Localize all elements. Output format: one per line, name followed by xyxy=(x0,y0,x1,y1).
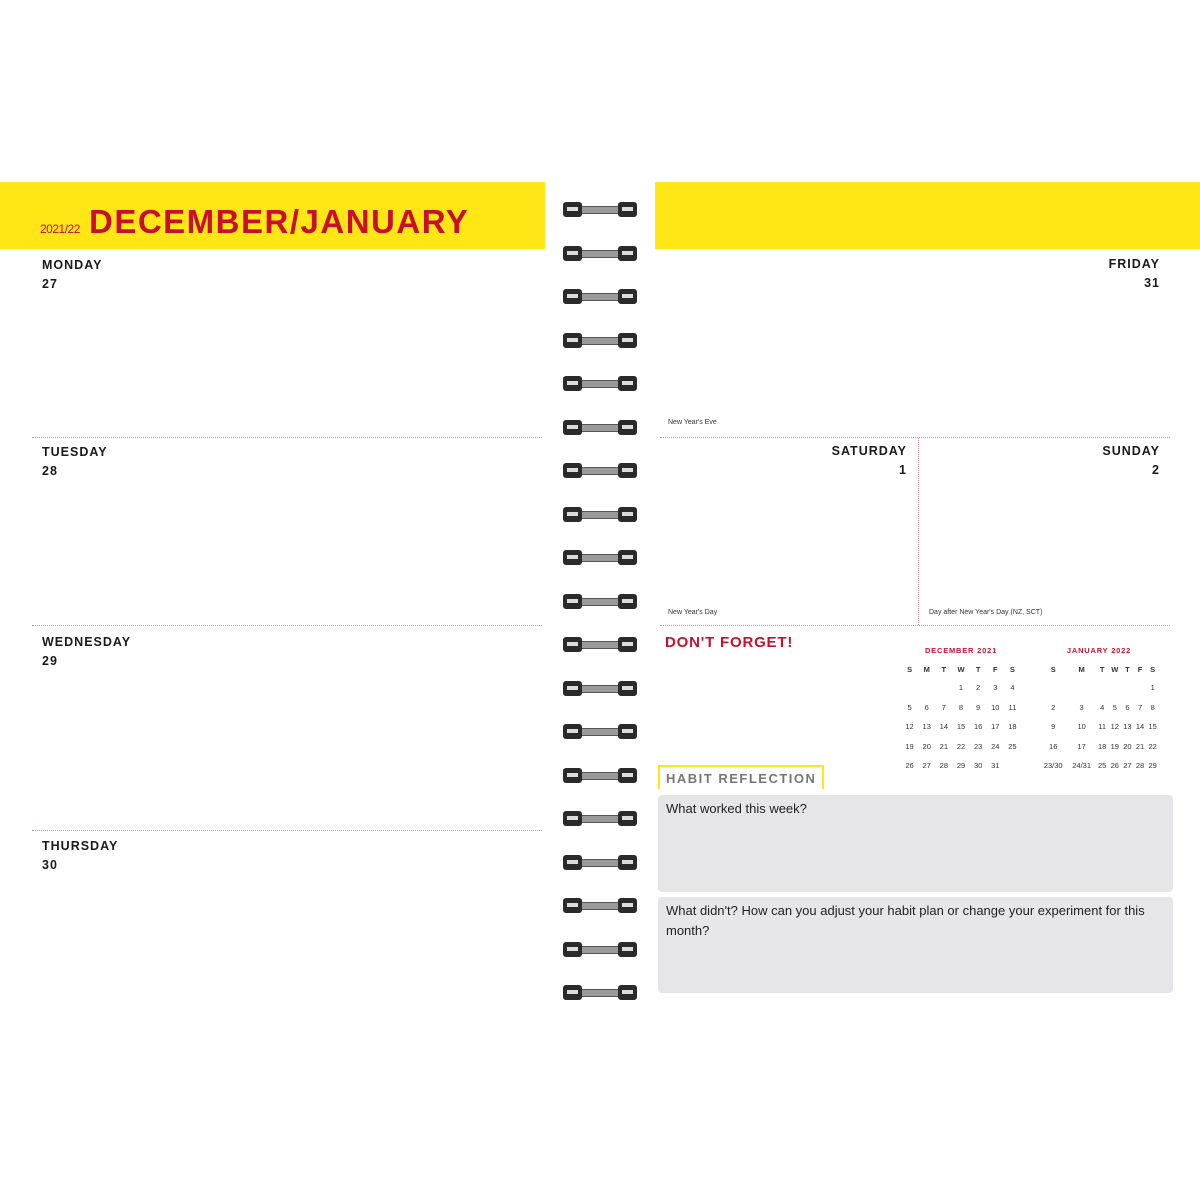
holiday-label: Day after New Year's Day (NZ, SCT) xyxy=(929,609,1043,616)
day-name: SATURDAY xyxy=(831,444,907,458)
calendar-date: 25 xyxy=(1008,741,1017,751)
calendar-date: 7 xyxy=(941,702,946,712)
calendar-date: 2 xyxy=(976,683,981,693)
calendar-date: 11 xyxy=(1098,722,1107,732)
calendar-date: 16 xyxy=(1049,741,1058,751)
spiral-ring xyxy=(563,679,637,698)
calendar-date: 10 xyxy=(991,702,1000,712)
calendar-date: 12 xyxy=(905,722,914,732)
calendar-date: 9 xyxy=(1051,722,1056,732)
spiral-ring xyxy=(563,635,637,654)
day-number: 27 xyxy=(42,277,58,291)
day-divider xyxy=(660,625,1170,626)
calendar-date: 13 xyxy=(1123,722,1132,732)
spiral-ring xyxy=(563,722,637,741)
spiral-ring xyxy=(563,940,637,959)
day-number: 30 xyxy=(42,858,58,872)
day-name: TUESDAY xyxy=(42,445,108,459)
calendar-date: 23/30 xyxy=(1043,761,1063,771)
habit-question-box-1[interactable] xyxy=(658,795,1173,892)
day-number: 29 xyxy=(42,654,58,668)
day-name: SUNDAY xyxy=(1102,444,1160,458)
calendar-date: 3 xyxy=(993,683,998,693)
day-number: 2 xyxy=(1152,463,1160,477)
calendar-date xyxy=(1004,756,1021,776)
calendar-date: 8 xyxy=(958,702,964,712)
calendar-date: 18 xyxy=(1097,741,1107,751)
calendar-date: 23 xyxy=(973,741,983,751)
dont-forget-heading: DON'T FORGET! xyxy=(665,634,794,651)
calendar-date: 9 xyxy=(976,702,981,712)
calendar-date: 8 xyxy=(1150,702,1155,712)
day-divider xyxy=(32,830,542,831)
calendar-date: 18 xyxy=(1008,722,1017,732)
calendar-date: 5 xyxy=(907,702,912,712)
spiral-ring xyxy=(563,766,637,785)
calendar-weekday: S xyxy=(907,664,913,674)
calendar-date: 31 xyxy=(991,761,1000,771)
spiral-ring xyxy=(563,592,637,611)
spiral-ring xyxy=(563,418,637,437)
calendar-date: 24 xyxy=(991,741,1000,751)
calendar-date xyxy=(1039,678,1067,698)
calendar-date: 30 xyxy=(973,761,983,771)
calendar-weekday: M xyxy=(923,664,930,674)
calendar-date: 19 xyxy=(1110,741,1119,751)
day-wednesday[interactable] xyxy=(42,633,131,671)
page-title: DECEMBER/JANUARY xyxy=(89,203,470,240)
mini-calendar-december xyxy=(901,646,1021,776)
spiral-ring xyxy=(563,374,637,393)
calendar-date: 24/31 xyxy=(1072,761,1092,771)
spiral-ring xyxy=(563,461,637,480)
calendar-date: 13 xyxy=(922,722,931,732)
day-monday[interactable] xyxy=(42,256,102,294)
spiral-ring xyxy=(563,809,637,828)
weekend-divider xyxy=(918,438,919,625)
spiral-ring xyxy=(563,244,637,263)
habit-question: What worked this week? xyxy=(666,801,807,816)
calendar-date: 4 xyxy=(1010,683,1015,693)
calendar-date: 20 xyxy=(1123,741,1132,751)
calendar-date: 14 xyxy=(1135,722,1145,732)
day-tuesday[interactable] xyxy=(42,443,108,481)
day-divider xyxy=(32,625,542,626)
calendar-date: 28 xyxy=(1135,761,1145,771)
calendar-date xyxy=(1096,678,1109,698)
day-number: 1 xyxy=(899,463,907,477)
day-name: WEDNESDAY xyxy=(42,635,132,649)
calendar-date: 11 xyxy=(1008,702,1017,712)
calendar-weekday: W xyxy=(1111,664,1119,674)
calendar-date: 20 xyxy=(922,741,931,751)
calendar-date: 26 xyxy=(1110,761,1119,771)
calendar-date xyxy=(1067,678,1095,698)
habit-reflection-tab: HABIT REFLECTION xyxy=(658,765,824,789)
year-label: 2021/22 xyxy=(40,222,80,236)
calendar-date xyxy=(918,678,935,698)
calendar-date: 17 xyxy=(1077,741,1086,751)
spiral-ring xyxy=(563,287,637,306)
calendar-weekday: F xyxy=(1137,664,1143,674)
day-divider xyxy=(32,437,542,438)
calendar-weekday: M xyxy=(1078,664,1085,674)
calendar-weekday: S xyxy=(1009,664,1015,674)
day-number: 31 xyxy=(1144,276,1160,290)
spiral-ring xyxy=(563,853,637,872)
calendar-date xyxy=(935,678,952,698)
calendar-month-title: JANUARY 2022 xyxy=(1066,646,1132,655)
spiral-ring xyxy=(563,331,637,350)
day-number: 28 xyxy=(42,464,58,478)
calendar-date xyxy=(901,678,918,698)
day-name: MONDAY xyxy=(42,258,103,272)
calendar-date: 10 xyxy=(1077,722,1086,732)
calendar-date: 6 xyxy=(924,702,929,712)
mini-calendar-january xyxy=(1039,646,1159,776)
calendar-date: 6 xyxy=(1125,702,1130,712)
calendar-date xyxy=(1108,678,1121,698)
calendar-date: 25 xyxy=(1097,761,1107,771)
habit-question: What didn't? How can you adjust your habit plan or change your experiment for this month? xyxy=(666,903,1145,938)
calendar-date: 14 xyxy=(939,722,949,732)
calendar-date: 2 xyxy=(1051,702,1056,712)
header-band-right xyxy=(655,182,1200,249)
calendar-date: 29 xyxy=(1148,761,1157,771)
calendar-date: 5 xyxy=(1112,702,1117,712)
calendar-weekday: T xyxy=(941,664,947,674)
habit-question-box-2[interactable] xyxy=(658,897,1173,993)
calendar-weekday: T xyxy=(975,664,981,674)
spiral-ring xyxy=(563,983,637,1002)
calendar-date: 19 xyxy=(905,741,914,751)
calendar-date: 21 xyxy=(1135,741,1145,751)
calendar-date: 28 xyxy=(939,761,949,771)
calendar-date: 27 xyxy=(1123,761,1132,771)
calendar-month-title: DECEMBER 2021 xyxy=(924,646,998,655)
day-divider xyxy=(660,437,1170,438)
calendar-date xyxy=(1134,678,1147,698)
calendar-date: 21 xyxy=(939,741,949,751)
calendar-date: 12 xyxy=(1110,722,1119,732)
calendar-weekday: T xyxy=(1125,664,1130,674)
calendar-weekday: S xyxy=(1150,664,1156,674)
calendar-weekday: S xyxy=(1050,664,1056,674)
holiday-label: New Year's Day xyxy=(668,609,718,616)
spiral-ring xyxy=(563,548,637,567)
day-saturday[interactable] xyxy=(832,442,907,480)
calendar-date: 29 xyxy=(956,761,966,771)
day-name: THURSDAY xyxy=(42,839,119,853)
day-friday[interactable] xyxy=(1109,255,1160,293)
calendar-date: 4 xyxy=(1100,702,1105,712)
calendar-weekday: T xyxy=(1099,664,1105,674)
calendar-weekday: W xyxy=(957,664,965,674)
calendar-date: 15 xyxy=(1148,722,1157,732)
day-sunday[interactable] xyxy=(1102,442,1160,480)
calendar-date xyxy=(1121,678,1134,698)
calendar-date: 7 xyxy=(1137,702,1143,712)
calendar-weekday: F xyxy=(992,664,998,674)
day-thursday[interactable] xyxy=(42,837,118,875)
spiral-ring xyxy=(563,200,637,219)
calendar-date: 1 xyxy=(958,683,964,693)
day-name: FRIDAY xyxy=(1108,257,1160,271)
calendar-date: 16 xyxy=(973,722,983,732)
holiday-label: New Year's Eve xyxy=(668,419,717,426)
calendar-date: 22 xyxy=(956,741,966,751)
calendar-date: 26 xyxy=(905,761,914,771)
spiral-ring xyxy=(563,896,637,915)
calendar-date: 22 xyxy=(1148,741,1157,751)
calendar-date: 17 xyxy=(991,722,1000,732)
calendar-date: 27 xyxy=(922,761,931,771)
calendar-date: 3 xyxy=(1079,702,1084,712)
calendar-date: 15 xyxy=(956,722,966,732)
calendar-date: 1 xyxy=(1150,683,1155,693)
spiral-ring xyxy=(563,505,637,524)
